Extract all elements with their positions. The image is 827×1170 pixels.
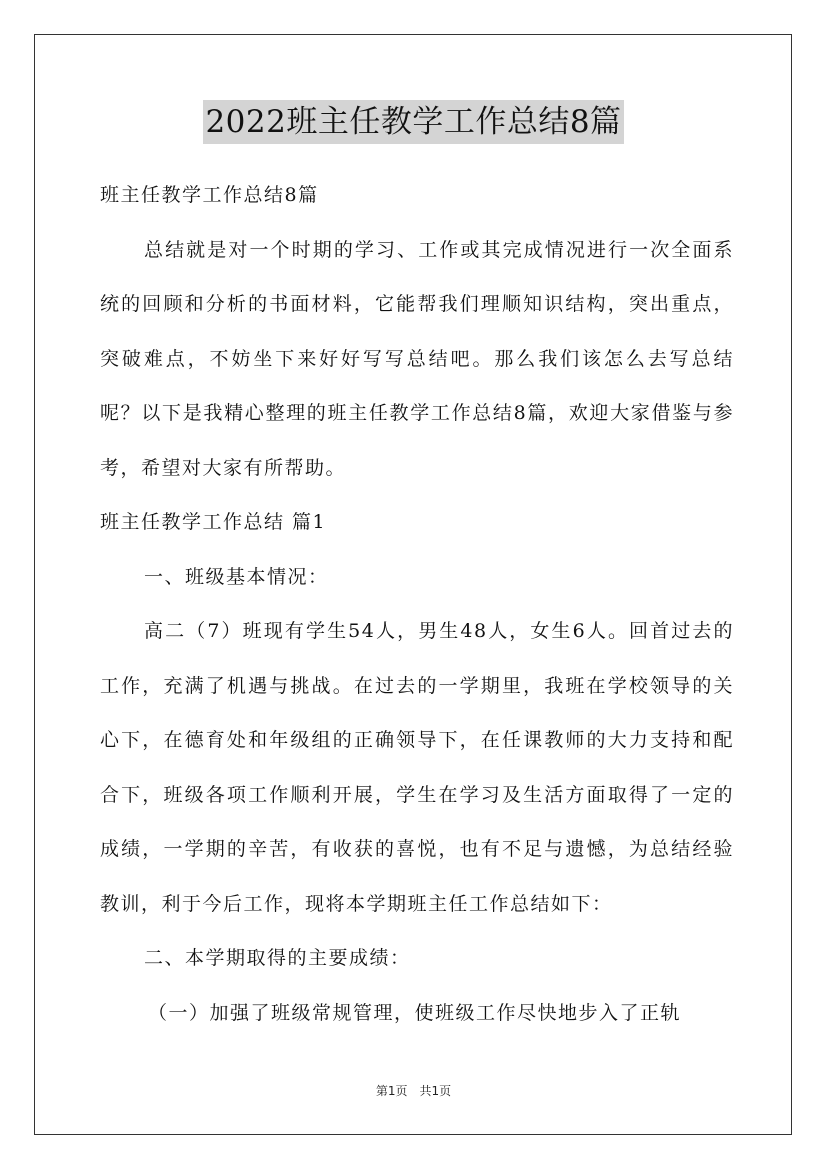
title-container <box>0 100 827 144</box>
intro-paragraph: 总结就是对一个时期的学习、工作或其完成情况进行一次全面系统的回顾和分析的书面材料，它能帮我们理顺知识结构，突出重点，突破难点，不妨坐下来好好写写总结吧。那么我们该怎么去写总结呢？以下是我精心整理的班主任教学工作总结8篇，欢迎大家借鉴与参考，希望对大家有所帮助。 <box>100 238 734 479</box>
document-title: 2022班主任教学工作总结8篇 <box>203 100 623 144</box>
subtitle-paragraph: 班主任教学工作总结8篇 <box>100 184 319 206</box>
page-number: 第1页 <box>375 1084 408 1098</box>
document-body <box>100 168 734 1040</box>
body-paragraph: 高二（7）班现有学生54人，男生48人，女生6人。回首过去的工作，充满了机遇与挑战。在过去的一学期里，我班在学校领导的关心下，在德育处和年级组的正确领导下，在任课教师的大力支持和配合下，班级各项工作顺利开展，学生在学习及生活方面取得了一定的成绩，一学期的辛苦，有收获的喜悦，也有不足与遗憾，为总结经验教训，利于今后工作，现将本学期班主任工作总结如下： <box>100 620 734 915</box>
page-footer <box>0 1082 827 1099</box>
subsection-heading-2: 二、本学期取得的主要成绩： <box>144 947 411 969</box>
sub-item-heading: （一）加强了班级常规管理，使班级工作尽快地步入了正轨 <box>148 1001 682 1024</box>
page-total: 共1页 <box>419 1084 452 1098</box>
section-heading: 班主任教学工作总结 篇1 <box>100 511 327 533</box>
subsection-heading-1: 一、班级基本情况： <box>144 565 329 588</box>
